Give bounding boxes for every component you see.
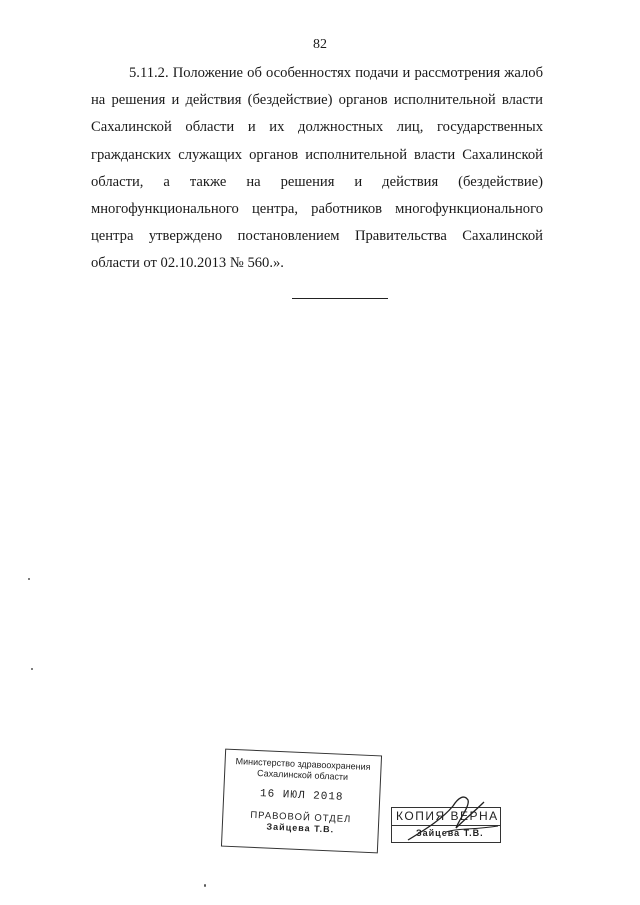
body-paragraph: 5.11.2. Положение об особенностях подачи и рассмотрения жалоб на решения и действия (бездействие) органов исполнительной власти Сахалинской области и их должностных лиц, государственных гражданских служащих органов исполнительной власти Сахалинской области, а также на решения и действия (бездействие) многофункционального центра, работников многофункционального центра утверждено постановлением Правительства Сахалинской области от 02.10.2013 № 560.».	[91, 65, 543, 272]
copy-stamp-title: КОПИЯ ВЕРНА	[396, 809, 499, 823]
page-number: 82	[313, 37, 327, 52]
scan-speck	[28, 578, 30, 580]
scan-speck	[31, 668, 33, 670]
end-divider	[292, 298, 388, 299]
stamp-org-line1: Министерство здравоохранения	[235, 756, 371, 772]
ministry-stamp	[221, 749, 382, 854]
handwritten-signature-icon	[398, 788, 508, 848]
scan-speck	[204, 884, 206, 887]
stamp-date: 16 ИЮЛ 2018	[259, 788, 344, 804]
stamp-person: Зайцева Т.В.	[266, 821, 335, 835]
copy-stamp-person: Зайцева Т.В.	[416, 828, 484, 838]
stamp-department: ПРАВОВОЙ ОТДЕЛ	[250, 809, 352, 826]
stamp-org-line2: Сахалинской области	[256, 768, 349, 783]
